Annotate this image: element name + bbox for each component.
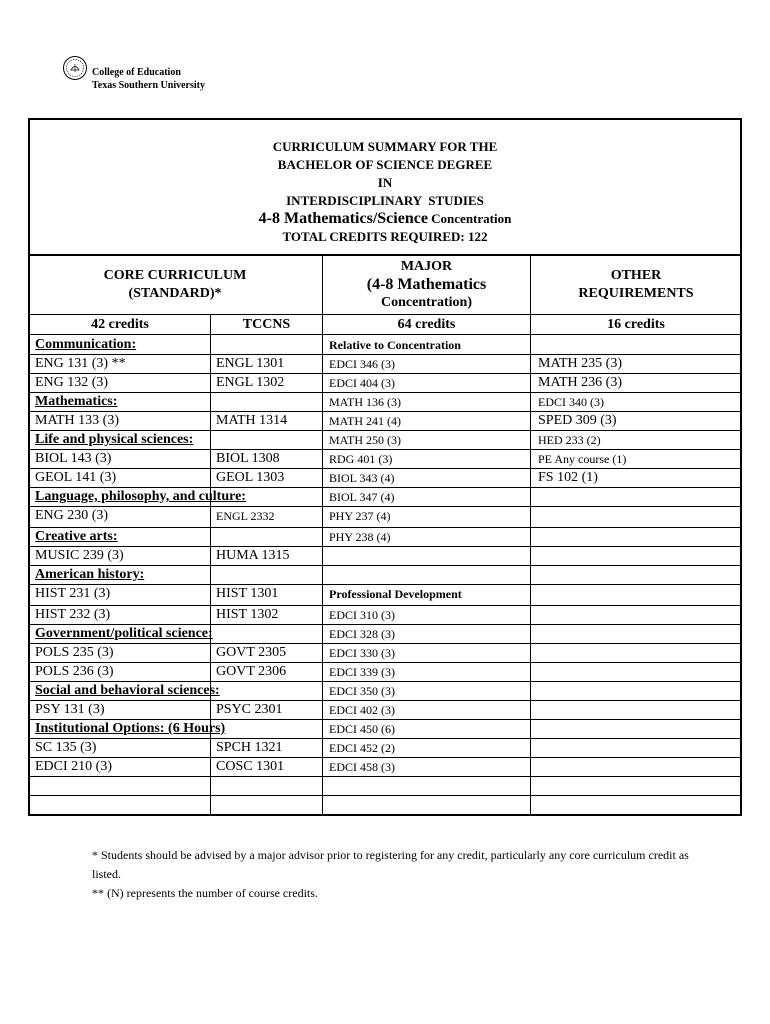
tccns-course: HIST 1302	[216, 607, 279, 622]
row-divider	[28, 776, 742, 777]
core-course: HIST 231 (3)	[35, 586, 111, 601]
professional-course: EDCI 339 (3)	[329, 665, 395, 679]
other-requirement-course: SPED 309 (3)	[538, 413, 617, 428]
core-category-heading: Institutional Options: (6 Hours)	[35, 721, 226, 736]
other-heading-line-2: REQUIREMENTS	[578, 286, 694, 301]
tccns-course: GOVT 2305	[216, 645, 287, 660]
title-line-2: BACHELOR OF SCIENCE DEGREE	[277, 157, 493, 172]
other-requirement-course: FS 102 (1)	[538, 470, 598, 485]
professional-course: EDCI 402 (3)	[329, 703, 395, 717]
total-credits: TOTAL CREDITS REQUIRED: 122	[282, 229, 488, 244]
core-curriculum-heading	[30, 267, 320, 303]
footnote-credits: ** (N) represents the number of course credits.	[92, 886, 318, 900]
core-category-heading: Government/political science:	[35, 626, 213, 641]
other-requirement-course: EDCI 340 (3)	[538, 395, 604, 409]
core-course: EDCI 210 (3)	[35, 759, 112, 774]
core-category-heading: Language, philosophy, and culture:	[35, 489, 246, 504]
core-category-heading: Communication:	[35, 337, 137, 352]
professional-course: EDCI 450 (6)	[329, 722, 395, 736]
core-category-heading: Creative arts:	[35, 529, 118, 544]
core-course: ENG 230 (3)	[35, 508, 109, 523]
core-category-heading: American history:	[35, 567, 145, 582]
university-name: Texas Southern University	[92, 80, 205, 91]
concentration-label: Concentration	[431, 211, 512, 226]
core-course: ENG 132 (3)	[35, 375, 109, 390]
document-header	[92, 66, 205, 92]
major-heading-line-2: (4-8 Mathematics	[366, 276, 487, 293]
professional-course: EDCI 452 (2)	[329, 741, 395, 755]
tccns-course: ENGL 1302	[216, 375, 285, 390]
professional-course: EDCI 350 (3)	[329, 684, 395, 698]
tccns-course: SPCH 1321	[216, 740, 283, 755]
core-course: POLS 235 (3)	[35, 645, 114, 660]
major-course: BIOL 347 (4)	[329, 490, 395, 504]
tccns-course: MATH 1314	[216, 413, 288, 428]
major-course: PHY 237 (4)	[329, 509, 391, 523]
core-course: HIST 232 (3)	[35, 607, 111, 622]
major-course: BIOL 343 (4)	[329, 471, 395, 485]
major-course: MATH 136 (3)	[329, 395, 401, 409]
divider	[28, 334, 742, 335]
divider	[530, 255, 531, 815]
college-name: College of Education	[92, 67, 181, 78]
major-course: EDCI 404 (3)	[329, 376, 395, 390]
divider	[28, 314, 742, 315]
major-course: MATH 250 (3)	[329, 433, 401, 447]
other-requirement-course: HED 233 (2)	[538, 433, 601, 447]
core-category-heading: Mathematics:	[35, 394, 118, 409]
major-course: PHY 238 (4)	[329, 530, 391, 544]
professional-course: EDCI 310 (3)	[329, 608, 395, 622]
title-line-3: IN	[377, 175, 393, 190]
core-credits: 42 credits	[91, 317, 149, 332]
core-course: MUSIC 239 (3)	[35, 548, 124, 563]
major-credits: 64 credits	[397, 317, 456, 332]
professional-course: EDCI 458 (3)	[329, 760, 395, 774]
professional-course: EDCI 328 (3)	[329, 627, 395, 641]
title-line-1: CURRICULUM SUMMARY FOR THE	[272, 139, 498, 154]
tccns-course: BIOL 1308	[216, 451, 280, 466]
other-credits: 16 credits	[607, 317, 665, 332]
page-title	[0, 138, 770, 246]
professional-course: EDCI 330 (3)	[329, 646, 395, 660]
other-requirement-course: MATH 236 (3)	[538, 375, 622, 390]
core-course: SC 135 (3)	[35, 740, 97, 755]
core-category-heading: Social and behavioral sciences:	[35, 683, 220, 698]
tccns-course: GEOL 1303	[216, 470, 285, 485]
major-heading-line-1: MAJOR	[400, 259, 453, 274]
divider	[322, 255, 323, 815]
core-heading-line-1: CORE CURRICULUM	[103, 268, 247, 283]
divider	[28, 254, 742, 256]
major-course: EDCI 346 (3)	[329, 357, 395, 371]
tccns-course: ENGL 2332	[216, 509, 275, 523]
major-subheading: Relative to Concentration	[329, 338, 461, 352]
tccns-course: COSC 1301	[216, 759, 285, 774]
professional-development-heading: Professional Development	[329, 587, 462, 601]
other-requirement-course: MATH 235 (3)	[538, 356, 622, 371]
footnotes	[92, 846, 712, 903]
other-heading-line-1: OTHER	[610, 268, 662, 283]
core-category-heading: Life and physical sciences:	[35, 432, 194, 447]
core-course: BIOL 143 (3)	[35, 451, 112, 466]
title-line-5	[0, 210, 770, 228]
tccns-course: GOVT 2306	[216, 664, 287, 679]
row-divider	[28, 795, 742, 796]
tccns-course: ENGL 1301	[216, 356, 285, 371]
tccns-course: HIST 1301	[216, 586, 279, 601]
major-heading-line-3: Concentration)	[381, 295, 472, 310]
tccns-course: HUMA 1315	[216, 548, 290, 563]
core-course: PSY 131 (3)	[35, 702, 105, 717]
core-course: GEOL 141 (3)	[35, 470, 117, 485]
tccns-heading: TCCNS	[242, 317, 291, 332]
row-divider	[28, 546, 742, 547]
core-course: POLS 236 (3)	[35, 664, 114, 679]
concentration-name: 4-8 Mathematics/Science	[258, 210, 428, 227]
university-seal-icon	[62, 55, 88, 81]
other-requirements-heading	[531, 267, 741, 303]
core-course: MATH 133 (3)	[35, 413, 119, 428]
title-line-4: INTERDISCIPLINARY STUDIES	[286, 193, 484, 208]
major-heading	[323, 258, 530, 312]
core-heading-line-2: (STANDARD)*	[128, 286, 222, 301]
footnote-advisor: * Students should be advised by a major advisor prior to registering for any credit, particularly any core curriculum credit as listed.	[92, 848, 689, 881]
tccns-course: PSYC 2301	[216, 702, 283, 717]
other-requirement-course: PE Any course (1)	[538, 452, 627, 466]
major-course: MATH 241 (4)	[329, 414, 401, 428]
core-course: ENG 131 (3) **	[35, 356, 126, 371]
major-course: RDG 401 (3)	[329, 452, 393, 466]
